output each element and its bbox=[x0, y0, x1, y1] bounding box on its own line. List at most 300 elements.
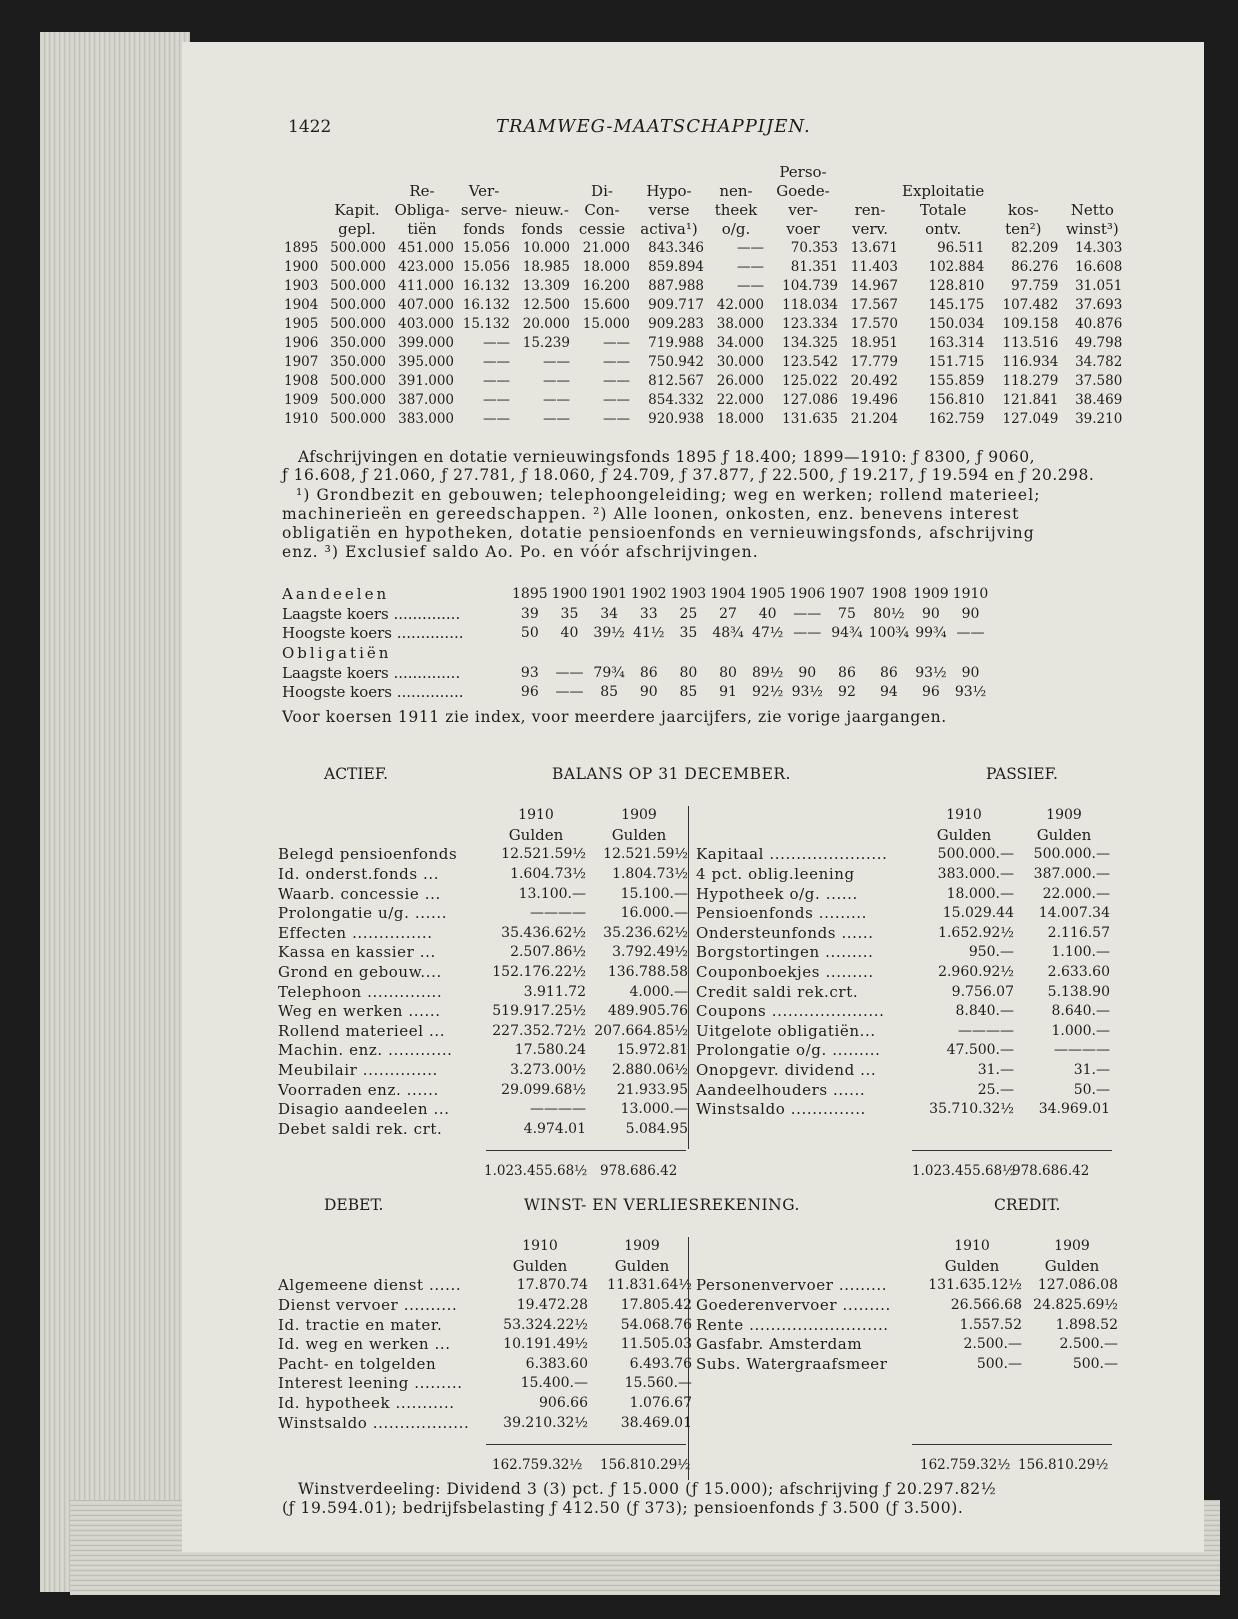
prices-cell: 94 bbox=[880, 684, 898, 701]
account-value-1910: 17.580.24 bbox=[514, 1042, 586, 1059]
account-value-1909: 136.788.58 bbox=[607, 964, 688, 981]
account-value-1909: 1.000.— bbox=[1051, 1022, 1110, 1039]
prices-cell: 47½ bbox=[751, 625, 784, 642]
stats-cell: 383.000 bbox=[398, 411, 454, 427]
prices-year-cell: 1903 bbox=[670, 586, 707, 603]
account-row bbox=[694, 1335, 1120, 1355]
stats-header-cell: Re- bbox=[409, 182, 435, 200]
stats-cell: 118.279 bbox=[1002, 373, 1059, 389]
account-value-1909: 12.521.59½ bbox=[603, 846, 688, 863]
stats-cell: 162.759 bbox=[928, 411, 985, 427]
prices-year-cell: 1908 bbox=[871, 586, 907, 603]
stats-cell: 391.000 bbox=[398, 373, 454, 389]
unit-header: Gulden bbox=[936, 825, 992, 844]
account-value-1909: 2.880.06½ bbox=[612, 1062, 688, 1079]
stats-cell: 18.000 bbox=[582, 259, 630, 275]
prices-cell: 99¾ bbox=[915, 625, 947, 642]
prices-cell: 41½ bbox=[633, 625, 665, 642]
prices-cell: —— bbox=[555, 664, 584, 681]
stats-cell: 163.314 bbox=[928, 335, 985, 351]
blank-cell bbox=[694, 826, 912, 846]
footnote-line: machinerieën en gereedschappen. ²) Alle loonen, onkosten, enz. benevens interest bbox=[282, 505, 1020, 523]
prices-year-cell: 1900 bbox=[551, 586, 588, 603]
prices-cell: 92 bbox=[838, 684, 856, 701]
stats-cell: 155.859 bbox=[928, 373, 985, 389]
account-row bbox=[276, 1061, 690, 1081]
account-value-1909: 500.— bbox=[1072, 1355, 1118, 1372]
account-label: Disagio aandeelen ... bbox=[278, 1100, 450, 1119]
account-label: Waarb. concessie ... bbox=[278, 884, 441, 903]
stats-cell: 14.967 bbox=[850, 278, 898, 294]
prices-row-label: Laagste koers .............. bbox=[282, 663, 461, 682]
stats-header-cell bbox=[512, 163, 572, 182]
stats-cell: 109.158 bbox=[1002, 316, 1059, 332]
stats-cell: 123.542 bbox=[782, 354, 838, 370]
stats-header-cell: Obliga- bbox=[394, 201, 450, 219]
prices-year-cell: 1895 bbox=[512, 586, 548, 603]
account-label: Algemeene dienst ...... bbox=[278, 1276, 462, 1295]
account-label: Coupons ..................... bbox=[696, 1002, 885, 1021]
account-label: Interest leening ......... bbox=[278, 1374, 463, 1393]
account-value-1909: 15.560.— bbox=[624, 1375, 692, 1392]
stats-cell: —— bbox=[543, 411, 570, 427]
stats-row bbox=[282, 315, 1124, 334]
prices-year-cell: 1910 bbox=[952, 586, 989, 603]
stats-header-cell: verv. bbox=[852, 220, 888, 238]
stats-cell: 118.034 bbox=[782, 297, 838, 313]
account-value-1910: 12.521.59½ bbox=[501, 846, 586, 863]
account-value-1909: 11.831.64½ bbox=[607, 1277, 692, 1294]
stats-cell: 500.000 bbox=[330, 373, 386, 389]
stats-header-cell bbox=[840, 163, 900, 182]
stats-header-cell bbox=[632, 163, 706, 182]
stats-header-cell bbox=[986, 163, 1060, 182]
prices-cell: 86 bbox=[639, 664, 658, 681]
balans-passief-table bbox=[694, 806, 1112, 1120]
year-header: 1910 bbox=[522, 1238, 558, 1255]
prices-cell: —— bbox=[956, 625, 985, 642]
stats-year-cell: 1910 bbox=[284, 411, 319, 427]
prices-cell: 93½ bbox=[954, 684, 987, 701]
account-header-row bbox=[694, 806, 1112, 826]
account-label: Id. tractie en mater. bbox=[278, 1315, 443, 1334]
stats-row bbox=[282, 353, 1124, 372]
account-label: Debet saldi rek. crt. bbox=[278, 1119, 443, 1138]
account-value-1909: 1.898.52 bbox=[1055, 1316, 1118, 1333]
account-label: Borgstortingen ......... bbox=[696, 943, 874, 962]
stats-row bbox=[282, 391, 1124, 410]
prices-header-row bbox=[280, 585, 990, 605]
stats-cell: 16.200 bbox=[582, 278, 630, 294]
account-value-1910: 39.210.32½ bbox=[503, 1414, 588, 1431]
account-value-1909: 6.493.76 bbox=[629, 1355, 692, 1372]
account-label: Aandeelhouders ...... bbox=[696, 1080, 866, 1099]
account-row bbox=[694, 1022, 1112, 1042]
stats-row bbox=[282, 410, 1124, 429]
account-value-1910: 152.176.22½ bbox=[492, 964, 586, 981]
account-label: Onopgevr. dividend ... bbox=[696, 1061, 877, 1080]
stats-cell: 887.988 bbox=[648, 278, 704, 294]
footnote-line: ƒ 16.608, ƒ 21.060, ƒ 27.781, ƒ 18.060, ƒ 24.709, ƒ 37.877, ƒ 22.500, ƒ 19.217, ƒ 19.594 en ƒ 20.298. bbox=[282, 466, 1095, 484]
account-value-1910: 2.500.— bbox=[963, 1336, 1022, 1353]
stats-cell: 16.608 bbox=[1075, 259, 1123, 275]
stats-cell: 500.000 bbox=[330, 411, 386, 427]
year-header: 1909 bbox=[1054, 1238, 1090, 1255]
stats-cell: 81.351 bbox=[790, 259, 838, 275]
blank-cell bbox=[276, 806, 484, 826]
prices-cell: 86 bbox=[880, 664, 898, 681]
blank-cell bbox=[276, 1237, 490, 1257]
year-header: 1910 bbox=[946, 807, 982, 824]
stats-cell: 16.132 bbox=[462, 297, 510, 313]
prices-section-label: Aandeelen bbox=[282, 585, 390, 604]
account-value-1909: 21.933.95 bbox=[616, 1081, 688, 1098]
stats-header-cell: activa¹) bbox=[640, 220, 698, 238]
account-value-1910: 53.324.22½ bbox=[503, 1316, 588, 1333]
account-value-1910: 8.840.— bbox=[955, 1003, 1014, 1020]
stats-cell: 20.492 bbox=[850, 373, 898, 389]
account-label: Rente .......................... bbox=[696, 1315, 889, 1334]
prices-row bbox=[280, 663, 990, 683]
prices-row bbox=[280, 624, 990, 644]
prices-cell: 80 bbox=[719, 664, 737, 681]
stats-cell: 42.000 bbox=[716, 297, 764, 313]
stats-cell: 15.056 bbox=[462, 240, 510, 256]
stats-cell: —— bbox=[483, 354, 510, 370]
prices-cell: 75 bbox=[838, 605, 856, 622]
stats-cell: 843.346 bbox=[648, 240, 704, 256]
page-number: 1422 bbox=[288, 117, 332, 137]
prices-cell: 86 bbox=[838, 664, 856, 681]
stats-cell: 39.210 bbox=[1075, 411, 1123, 427]
prices-year-cell: 1901 bbox=[591, 586, 627, 603]
stats-header-cell: o/g. bbox=[721, 220, 751, 238]
year-header: 1910 bbox=[954, 1238, 990, 1255]
stats-cell: —— bbox=[603, 373, 630, 389]
account-unit-row bbox=[694, 1257, 1120, 1277]
stats-cell: 395.000 bbox=[398, 354, 454, 370]
stats-header-cell: ren- bbox=[854, 201, 886, 219]
account-value-1910: 47.500.— bbox=[946, 1042, 1014, 1059]
account-label: Machin. enz. ............ bbox=[278, 1041, 453, 1060]
stats-header-row bbox=[282, 220, 1124, 239]
stats-cell: 40.876 bbox=[1075, 316, 1123, 332]
stats-header-cell: Di- bbox=[591, 182, 613, 200]
account-row bbox=[694, 845, 1112, 865]
prices-cell bbox=[669, 644, 709, 664]
account-value-1910: 2.507.86½ bbox=[510, 944, 586, 961]
account-row bbox=[276, 1041, 690, 1061]
account-row bbox=[276, 904, 690, 924]
winst-right-heading: CREDIT. bbox=[994, 1196, 1061, 1214]
prices-cell bbox=[550, 644, 590, 664]
account-value-1910: 31.— bbox=[977, 1062, 1014, 1079]
stats-year-cell: 1895 bbox=[284, 240, 319, 256]
prices-cell: —— bbox=[793, 605, 822, 622]
stats-cell: 21.000 bbox=[582, 240, 630, 256]
account-header-row bbox=[694, 1237, 1120, 1257]
stats-year-cell: 1905 bbox=[284, 316, 319, 332]
account-label: Winstsaldo .................. bbox=[278, 1413, 470, 1432]
stats-cell: —— bbox=[737, 240, 764, 256]
stats-row bbox=[282, 239, 1124, 258]
account-unit-row bbox=[276, 1257, 694, 1277]
stats-cell: —— bbox=[543, 392, 570, 408]
account-row bbox=[694, 1041, 1112, 1061]
stats-cell: 719.988 bbox=[648, 335, 704, 351]
account-value-1910: 35.436.62½ bbox=[501, 924, 586, 941]
prices-row bbox=[280, 683, 990, 703]
account-label: Uitgelote obligatiën... bbox=[696, 1021, 876, 1040]
account-label: Kassa en kassier ... bbox=[278, 943, 436, 962]
stats-cell: 131.635 bbox=[782, 411, 838, 427]
stats-cell: 859.894 bbox=[648, 259, 704, 275]
account-row bbox=[694, 924, 1112, 944]
account-row bbox=[276, 1296, 694, 1316]
account-value-1910: 227.352.72½ bbox=[492, 1022, 586, 1039]
prices-cell: 93½ bbox=[915, 664, 947, 681]
stats-row bbox=[282, 334, 1124, 353]
winst-right-total-1909: 156.810.29½ bbox=[1018, 1457, 1109, 1473]
prices-cell bbox=[911, 644, 951, 664]
account-label: Id. onderst.fonds ... bbox=[278, 865, 440, 884]
stats-cell: 34.000 bbox=[716, 335, 764, 351]
blank-cell bbox=[694, 1257, 920, 1277]
winst-right-total-rule bbox=[912, 1444, 1112, 1445]
balans-right-total-rule bbox=[912, 1150, 1112, 1151]
stats-cell: 19.496 bbox=[850, 392, 898, 408]
account-value-1909: 489.905.76 bbox=[607, 1003, 688, 1020]
prices-cell: 94¾ bbox=[831, 625, 863, 642]
stats-cell: 70.353 bbox=[790, 240, 838, 256]
stats-header-cell: cessie bbox=[578, 220, 626, 238]
stats-header-cell bbox=[706, 163, 766, 182]
stats-cell: 350.000 bbox=[330, 354, 386, 370]
balans-left-total-1909: 978.686.42 bbox=[600, 1163, 678, 1179]
stats-cell: 500.000 bbox=[330, 259, 386, 275]
balans-left-heading: ACTIEF. bbox=[324, 765, 389, 783]
account-value-1910: 29.099.68½ bbox=[501, 1081, 586, 1098]
stats-cell: 123.334 bbox=[782, 316, 838, 332]
stats-header-cell: Goede- bbox=[776, 182, 830, 200]
account-row bbox=[276, 924, 690, 944]
stats-cell: 423.000 bbox=[398, 259, 454, 275]
balans-right-total-1910: 1.023.455.68½ bbox=[912, 1163, 1016, 1179]
account-value-1910: 9.756.07 bbox=[951, 983, 1014, 1000]
stats-cell: 909.717 bbox=[648, 297, 704, 313]
prices-cell: 92½ bbox=[751, 684, 784, 701]
stats-cell: 15.239 bbox=[522, 335, 570, 351]
stats-cell: —— bbox=[543, 373, 570, 389]
account-row bbox=[694, 943, 1112, 963]
stats-header-cell: nen- bbox=[719, 182, 753, 200]
prices-row-label: Hoogste koers .............. bbox=[282, 683, 464, 702]
stats-cell: 17.567 bbox=[850, 297, 898, 313]
stats-header-cell bbox=[456, 163, 512, 182]
account-row bbox=[276, 1335, 694, 1355]
account-value-1910: ———— bbox=[530, 1101, 586, 1118]
footnote-line: Afschrijvingen en dotatie vernieuwingsfonds 1895 ƒ 18.400; 1899—1910: ƒ 8300, ƒ 9060, bbox=[298, 448, 1036, 466]
account-value-1909: 50.— bbox=[1073, 1081, 1110, 1098]
account-value-1910: 10.191.49½ bbox=[503, 1336, 588, 1353]
balans-title: BALANS OP 31 DECEMBER. bbox=[552, 765, 791, 783]
unit-header: Gulden bbox=[611, 825, 667, 844]
account-row bbox=[276, 884, 690, 904]
account-row bbox=[694, 884, 1112, 904]
account-label: Hypotheek o/g. ...... bbox=[696, 884, 858, 903]
stats-cell: —— bbox=[543, 354, 570, 370]
stats-header-cell bbox=[512, 182, 572, 201]
account-label: Meubilair .............. bbox=[278, 1061, 438, 1080]
account-row bbox=[694, 1080, 1112, 1100]
prices-cell: 90 bbox=[961, 605, 980, 622]
stats-cell: 18.000 bbox=[716, 411, 764, 427]
account-value-1910: ———— bbox=[530, 905, 586, 922]
winstverdeeling-line-2: (ƒ 19.594.01); bedrijfsbelasting ƒ 412.50 (ƒ 373); pensioenfonds ƒ 3.500 (ƒ 3.500). bbox=[282, 1499, 964, 1517]
stats-header-cell: Ver- bbox=[468, 182, 500, 200]
account-value-1909: 1.100.— bbox=[1051, 944, 1110, 961]
stats-cell: 113.516 bbox=[1002, 335, 1059, 351]
prices-cell bbox=[787, 644, 827, 664]
account-value-1910: 1.604.73½ bbox=[510, 866, 586, 883]
account-row bbox=[276, 845, 690, 865]
prices-cell: 40 bbox=[758, 605, 777, 622]
stats-cell: 37.580 bbox=[1075, 373, 1123, 389]
stats-cell: 15.132 bbox=[462, 316, 510, 332]
prices-cell: 80½ bbox=[873, 605, 905, 622]
account-value-1909: ———— bbox=[1054, 1042, 1110, 1059]
footnote-line: obligatiën en hypotheken, dotatie pensioenfonds en vernieuwingsfonds, afschrijving bbox=[282, 524, 1035, 542]
stats-header-cell: serve- bbox=[460, 201, 508, 219]
prices-cell: 25 bbox=[679, 605, 698, 622]
account-label: Rollend materieel ... bbox=[278, 1021, 446, 1040]
stats-header-cell: verse bbox=[648, 201, 690, 219]
stats-cell: —— bbox=[603, 335, 630, 351]
account-row bbox=[276, 982, 690, 1002]
prices-year-cell: 1905 bbox=[749, 586, 786, 603]
stats-header-cell bbox=[282, 182, 326, 201]
account-value-1909: 54.068.76 bbox=[620, 1316, 692, 1333]
stats-cell: 18.951 bbox=[850, 335, 898, 351]
blank-cell bbox=[694, 1237, 920, 1257]
account-row bbox=[694, 982, 1112, 1002]
stats-cell: 500.000 bbox=[330, 316, 386, 332]
stats-header-cell: Exploitatie bbox=[902, 182, 985, 200]
stats-cell: 17.570 bbox=[850, 316, 898, 332]
prices-cell: 90 bbox=[798, 664, 817, 681]
account-row bbox=[694, 904, 1112, 924]
stats-cell: —— bbox=[737, 278, 764, 294]
stats-year-cell: 1908 bbox=[284, 373, 319, 389]
account-label: Gasfabr. Amsterdam bbox=[696, 1335, 863, 1354]
account-value-1910: 906.66 bbox=[539, 1395, 588, 1412]
prices-row bbox=[280, 605, 990, 625]
prices-cell: 50 bbox=[520, 625, 539, 642]
unit-header: Gulden bbox=[944, 1256, 1000, 1275]
stats-cell: 82.209 bbox=[1011, 240, 1059, 256]
account-row bbox=[694, 1296, 1120, 1316]
account-row bbox=[694, 963, 1112, 983]
balans-right-heading: PASSIEF. bbox=[986, 765, 1058, 783]
stats-cell: 30.000 bbox=[716, 354, 764, 370]
page-title: TRAMWEG-MAATSCHAPPIJEN. bbox=[496, 116, 811, 137]
account-value-1909: 14.007.34 bbox=[1038, 905, 1110, 922]
prices-cell: —— bbox=[555, 684, 584, 701]
unit-header: Gulden bbox=[1044, 1256, 1100, 1275]
account-value-1910: 26.566.68 bbox=[950, 1297, 1022, 1314]
account-value-1909: 5.084.95 bbox=[625, 1120, 688, 1137]
stats-cell: 22.000 bbox=[716, 392, 764, 408]
account-value-1909: 8.640.— bbox=[1051, 1003, 1110, 1020]
balans-left-total-1910: 1.023.455.68½ bbox=[484, 1163, 588, 1179]
prices-year-cell: 1906 bbox=[789, 586, 826, 603]
account-label: Kapitaal ...................... bbox=[696, 845, 888, 864]
account-row bbox=[276, 1002, 690, 1022]
account-value-1909: 2.116.57 bbox=[1047, 924, 1110, 941]
prices-cell: 34 bbox=[600, 605, 619, 622]
account-value-1909: 15.100.— bbox=[620, 885, 688, 902]
account-value-1910: 18.000.— bbox=[946, 885, 1014, 902]
account-row bbox=[276, 1022, 690, 1042]
stats-cell: 750.942 bbox=[648, 354, 704, 370]
account-label: Personenvervoer ......... bbox=[696, 1276, 888, 1295]
stats-header-cell: Hypo- bbox=[646, 182, 692, 200]
stats-header-cell: gepl. bbox=[338, 220, 376, 238]
prices-row-label: Hoogste koers .............. bbox=[282, 624, 464, 643]
unit-header: Gulden bbox=[512, 1256, 568, 1275]
account-value-1909: 4.000.— bbox=[629, 983, 688, 1000]
account-label: Id. hypotheek ........... bbox=[278, 1394, 455, 1413]
stats-header-row bbox=[282, 163, 1124, 182]
stats-cell: 12.500 bbox=[522, 297, 570, 313]
account-value-1910: 13.100.— bbox=[518, 885, 586, 902]
stats-cell: 38.000 bbox=[716, 316, 764, 332]
account-value-1909: 5.138.90 bbox=[1047, 983, 1110, 1000]
prices-cell: 96 bbox=[520, 684, 539, 701]
account-value-1910: 1.652.92½ bbox=[938, 924, 1014, 941]
unit-header: Gulden bbox=[508, 825, 564, 844]
account-label: Prolongatie o/g. ......... bbox=[696, 1041, 881, 1060]
account-value-1909: 31.— bbox=[1073, 1062, 1110, 1079]
account-value-1910: 6.383.60 bbox=[525, 1355, 588, 1372]
stats-cell: 128.810 bbox=[928, 278, 985, 294]
stats-cell: 17.779 bbox=[850, 354, 898, 370]
prices-cell: 91 bbox=[719, 684, 737, 701]
account-value-1910: 17.870.74 bbox=[516, 1277, 588, 1294]
stats-header-cell: fonds bbox=[521, 220, 563, 238]
prices-cell bbox=[867, 644, 911, 664]
stats-header-cell bbox=[282, 201, 326, 220]
account-value-1909: 22.000.— bbox=[1042, 885, 1110, 902]
account-row bbox=[694, 1315, 1120, 1335]
stats-header-row bbox=[282, 182, 1124, 201]
book-page-edges bbox=[40, 32, 190, 1592]
account-label: Couponboekjes ......... bbox=[696, 963, 874, 982]
stats-year-cell: 1909 bbox=[284, 392, 319, 408]
stats-cell: —— bbox=[483, 392, 510, 408]
stats-header-cell: Kapit. bbox=[334, 201, 380, 219]
stats-cell: 86.276 bbox=[1011, 259, 1059, 275]
stats-cell: 116.934 bbox=[1002, 354, 1059, 370]
stats-cell: 407.000 bbox=[398, 297, 454, 313]
account-value-1909: 127.086.08 bbox=[1037, 1277, 1118, 1294]
stats-header-cell bbox=[326, 163, 388, 182]
account-label: Prolongatie u/g. ...... bbox=[278, 904, 448, 923]
account-value-1909: 11.505.03 bbox=[620, 1336, 692, 1353]
stats-cell: —— bbox=[603, 411, 630, 427]
stats-header-cell: Con- bbox=[584, 201, 620, 219]
stats-header-cell: theek bbox=[714, 201, 758, 219]
